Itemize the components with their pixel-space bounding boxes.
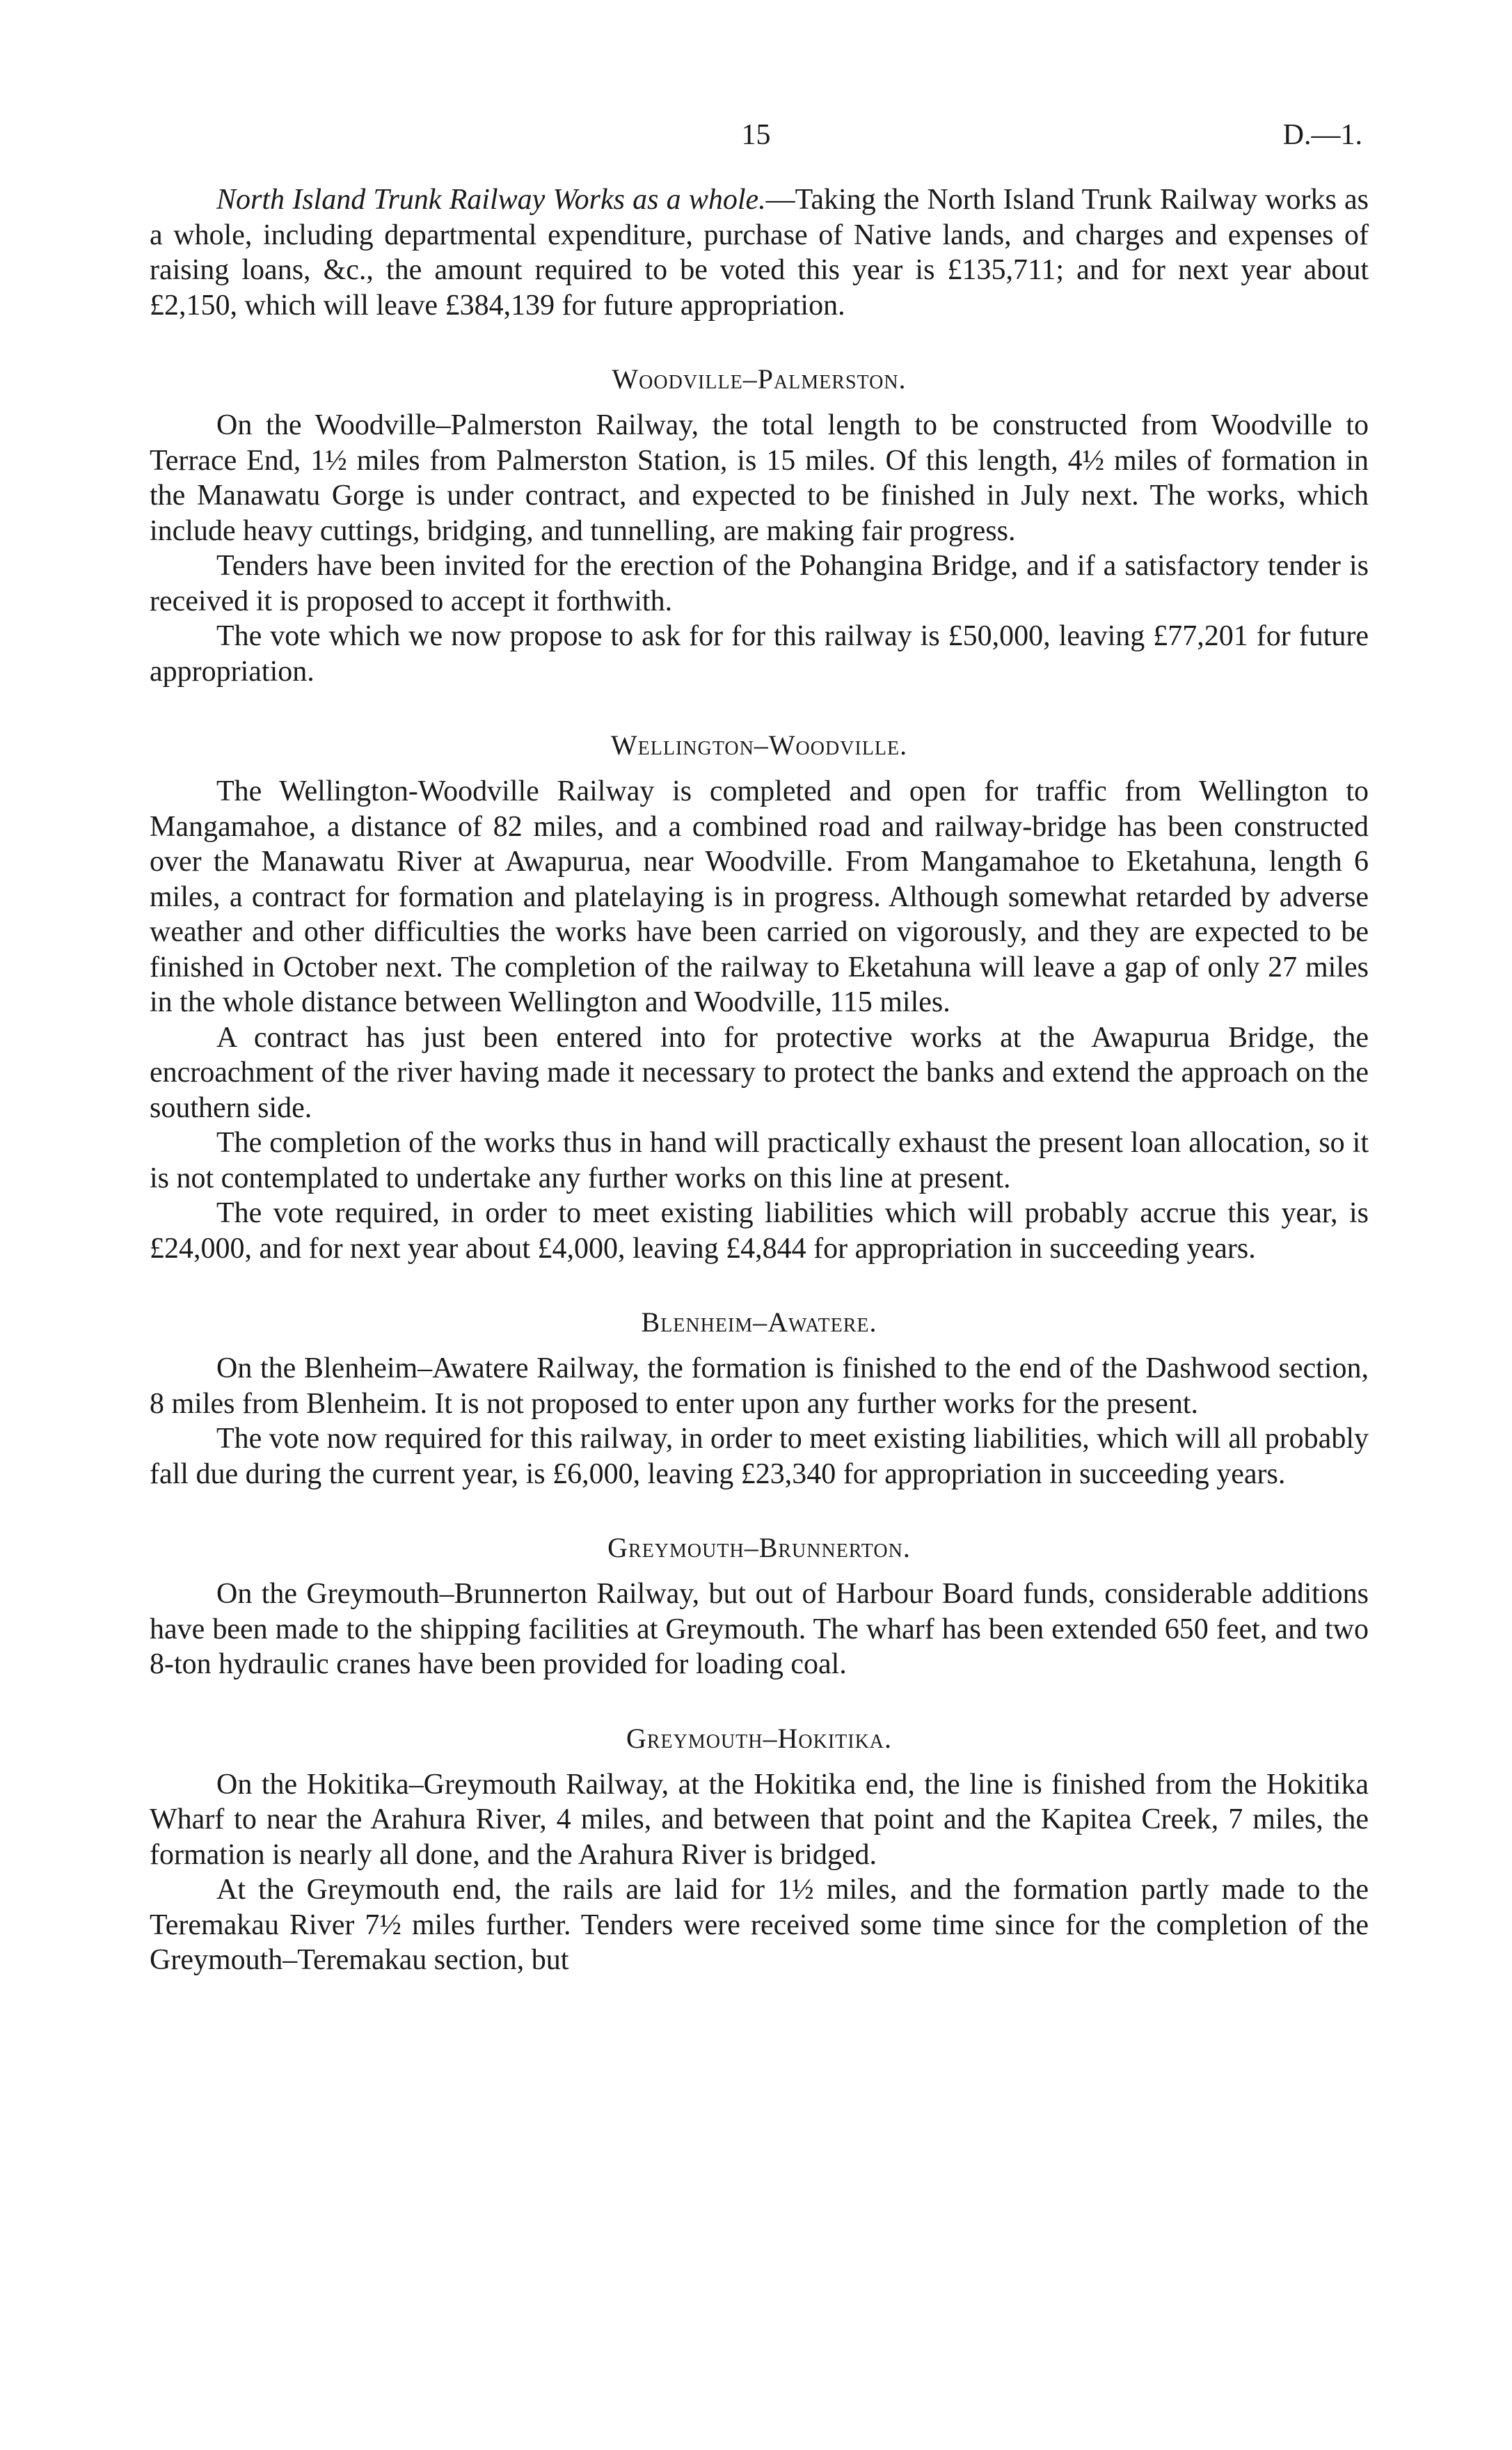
section-greymouth-hokitika [150, 1721, 1369, 1978]
intro-text: —Taking the North Island Trunk Railway works as a whole, including departmental expenditure, purchase of Native lands, and charges and expenses of raising loans, &c., the amount required to be voted this year is £135,711; and for next year about £2,150, which will leave £384,139 for future appropriation. [150, 184, 1369, 322]
paragraph: At the Greymouth end, the rails are laid for 1½ miles, and the formation partly made to the Teremakau River 7½ miles further. Tenders were received some time since for the completion of the Greymouth–Teremakau section, but [150, 1874, 1369, 1976]
section-greymouth-brunnerton [150, 1531, 1369, 1682]
paragraph: The vote required, in order to meet existing liabilities which will probably accrue this year, is £24,000, and for next year about £4,000, leaving £4,844 for appropriation in succeeding years. [150, 1197, 1369, 1265]
paragraph: On the Blenheim–Awatere Railway, the formation is finished to the end of the Dashwood section, 8 miles from Blenheim. It is not proposed to enter upon any further works for the present. [150, 1352, 1369, 1420]
section-woodville-palmerston [150, 362, 1369, 689]
document-reference: D.—1. [1282, 119, 1362, 151]
paragraph: On the Greymouth–Brunnerton Railway, but out of Harbour Board funds, considerable additions have been made to the shipping facilities at Greymouth. The wharf has been extended 650 feet, and two 8-ton hydraulic cranes have been provided for loading coal. [150, 1578, 1369, 1680]
section-wellington-woodville [150, 728, 1369, 1266]
paragraph: The Wellington-Woodville Railway is completed and open for traffic from Wellington to Mangamahoe, a distance of 82 miles, and a combined road and railway-bridge has been constructed over the Manawatu River at Awapurua, near Woodville. From Mangamahoe to Eketahuna, length 6 miles, a contract for formation and platelaying is in progress. Although somewhat retarded by adverse weather and other difficulties the works have been carried on vigorously, and they are expected to be finished in October next. The completion of the railway to Eketahuna will leave a gap of only 27 miles in the whole distance between Wellington and Woodville, 115 miles. [150, 775, 1369, 1018]
section-heading: Greymouth–Brunnerton. [607, 1532, 911, 1563]
paragraph: A contract has just been entered into for protective works at the Awapurua Bridge, the encroachment of the river having made it necessary to protect the banks and extend the approach on the southern side. [150, 1021, 1369, 1124]
section-heading: Wellington–Woodville. [610, 729, 908, 761]
page-header [150, 118, 1362, 160]
section-heading: Woodville–Palmerston. [612, 363, 907, 395]
paragraph: Tenders have been invited for the erection of the Pohangina Bridge, and if a satisfactory tender is received it is proposed to accept it forthwith. [150, 550, 1369, 617]
page-number: 15 [741, 119, 771, 151]
intro-title: North Island Trunk Railway Works as a whole. [216, 184, 766, 216]
paragraph: The vote which we now propose to ask for for this railway is £50,000, leaving £77,201 for future appropriation. [150, 620, 1369, 688]
paragraph: On the Woodville–Palmerston Railway, the total length to be constructed from Woodville to Terrace End, 1½ miles from Palmerston Station, is 15 miles. Of this length, 4½ miles of formation in the Manawatu Gorge is under contract, and expected to be finished in July next. The works, which include heavy cuttings, bridging, and tunnelling, are making fair progress. [150, 409, 1369, 547]
paragraph: The completion of the works thus in hand will practically exhaust the present loan allocation, so it is not contemplated to undertake any further works on this line at present. [150, 1127, 1369, 1194]
section-heading: Greymouth–Hokitika. [626, 1722, 893, 1754]
section-heading: Blenheim–Awatere. [641, 1306, 877, 1338]
intro-paragraph [150, 182, 1369, 323]
document-body [150, 182, 1369, 1978]
section-blenheim-awatere [150, 1305, 1369, 1492]
paragraph: The vote now required for this railway, in order to meet existing liabilities, which will all probably fall due during the current year, is £6,000, leaving £23,340 for appropriation in succeeding years. [150, 1423, 1369, 1490]
paragraph: On the Hokitika–Greymouth Railway, at the Hokitika end, the line is finished from the Hokitika Wharf to near the Arahura River, 4 miles, and between that point and the Kapitea Creek, 7 miles, the formation is nearly all done, and the Arahura River is bridged. [150, 1768, 1369, 1871]
